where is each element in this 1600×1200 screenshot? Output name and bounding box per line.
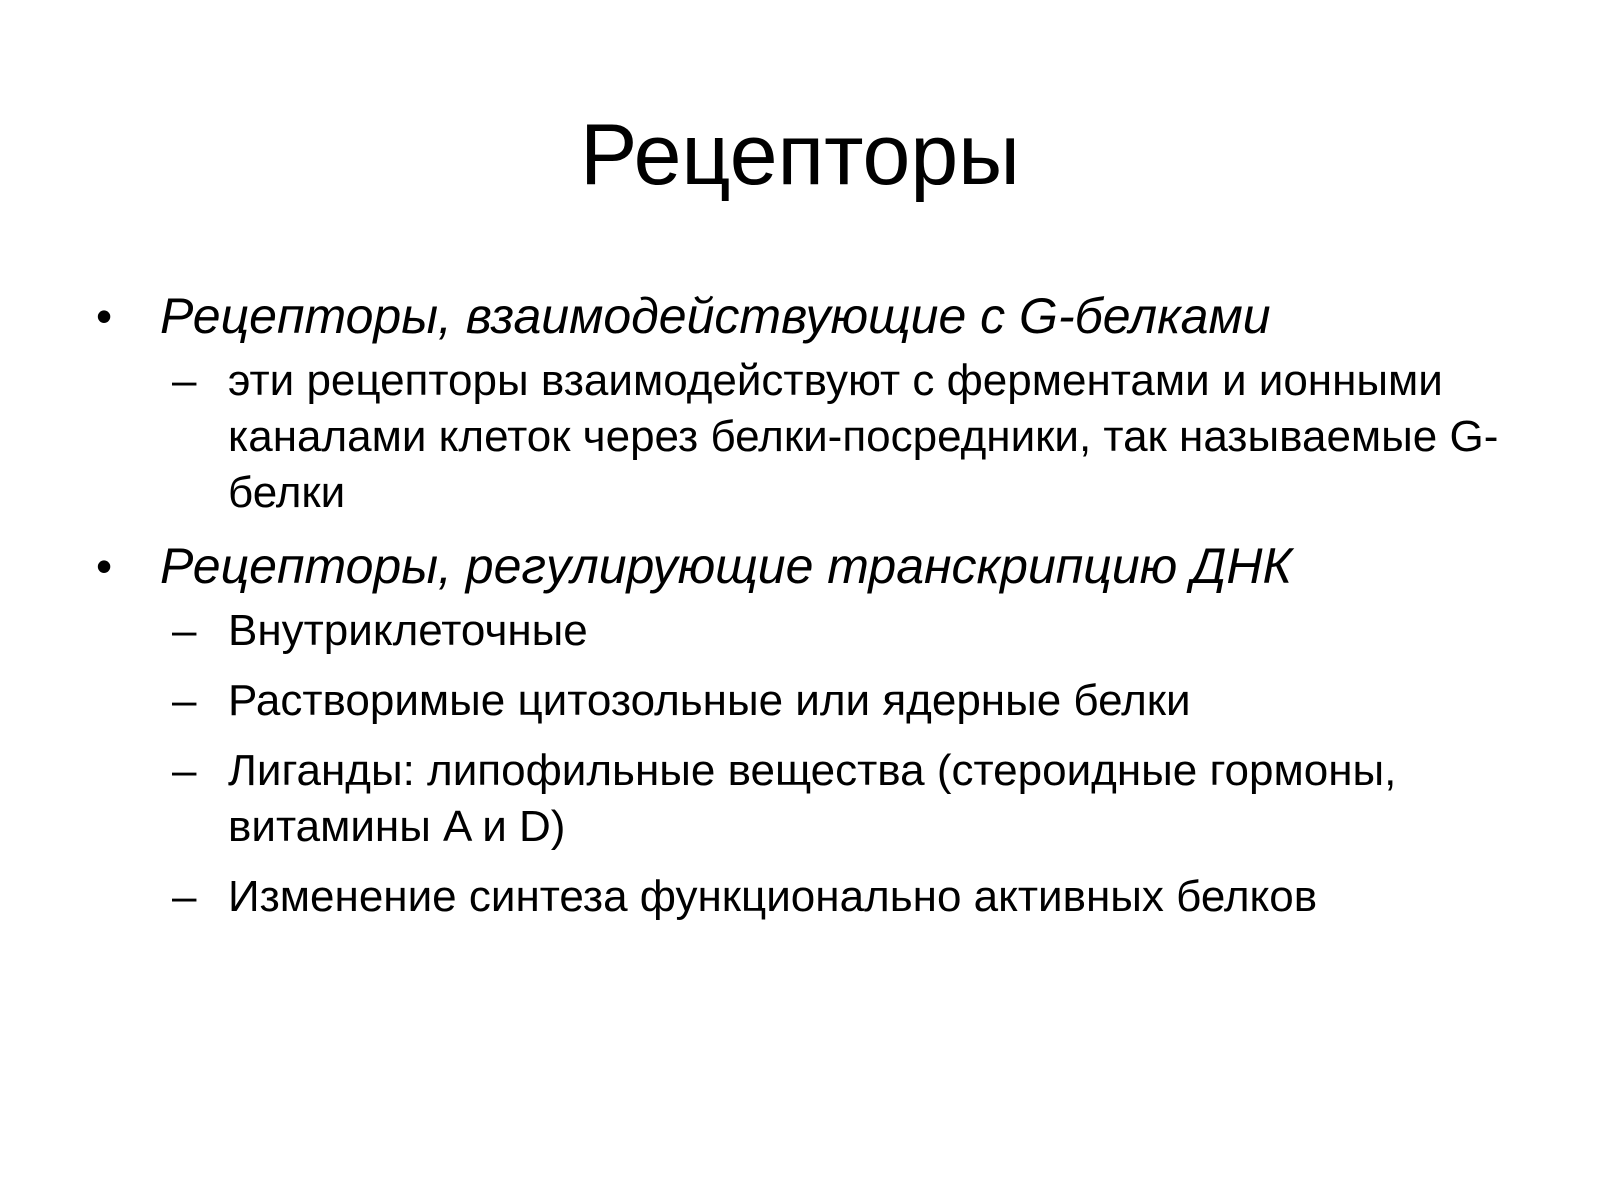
bullet-item-dna-transcription-receptors bbox=[96, 535, 1516, 597]
sub-item bbox=[96, 353, 1516, 521]
bullet-icon: • bbox=[96, 540, 113, 592]
bullet-item-g-protein-receptors bbox=[96, 285, 1516, 347]
bullet-text: Рецепторы, регулирующие транскрипцию ДНК bbox=[160, 538, 1292, 594]
sub-item-text: эти рецепторы взаимодействуют с ферментами и ионными каналами клеток через белки-посредники, так называемые G-белки bbox=[228, 356, 1499, 517]
sub-item-text: Внутриклеточные bbox=[228, 606, 588, 655]
sub-item bbox=[96, 673, 1516, 729]
sub-item bbox=[96, 603, 1516, 659]
sub-item bbox=[96, 869, 1516, 925]
sub-item-text: Лиганды: липофильные вещества (стероидные гормоны, витамины A и D) bbox=[228, 746, 1397, 851]
dash-icon: – bbox=[172, 606, 197, 655]
dash-icon: – bbox=[172, 746, 197, 795]
sub-list-g-protein bbox=[96, 353, 1516, 521]
sub-item-text: Растворимые цитозольные или ядерные белки bbox=[228, 676, 1191, 725]
slide-content bbox=[96, 285, 1516, 939]
dash-icon: – bbox=[172, 356, 197, 405]
sub-list-dna-transcription bbox=[96, 603, 1516, 925]
slide-title: Рецепторы bbox=[580, 107, 1020, 203]
dash-icon: – bbox=[172, 676, 197, 725]
bullet-text: Рецепторы, взаимодействующие с G-белками bbox=[160, 288, 1271, 344]
sub-item bbox=[96, 743, 1516, 855]
sub-item-text: Изменение синтеза функционально активных белков bbox=[228, 872, 1318, 921]
dash-icon: – bbox=[172, 872, 197, 921]
bullet-icon: • bbox=[96, 290, 113, 342]
